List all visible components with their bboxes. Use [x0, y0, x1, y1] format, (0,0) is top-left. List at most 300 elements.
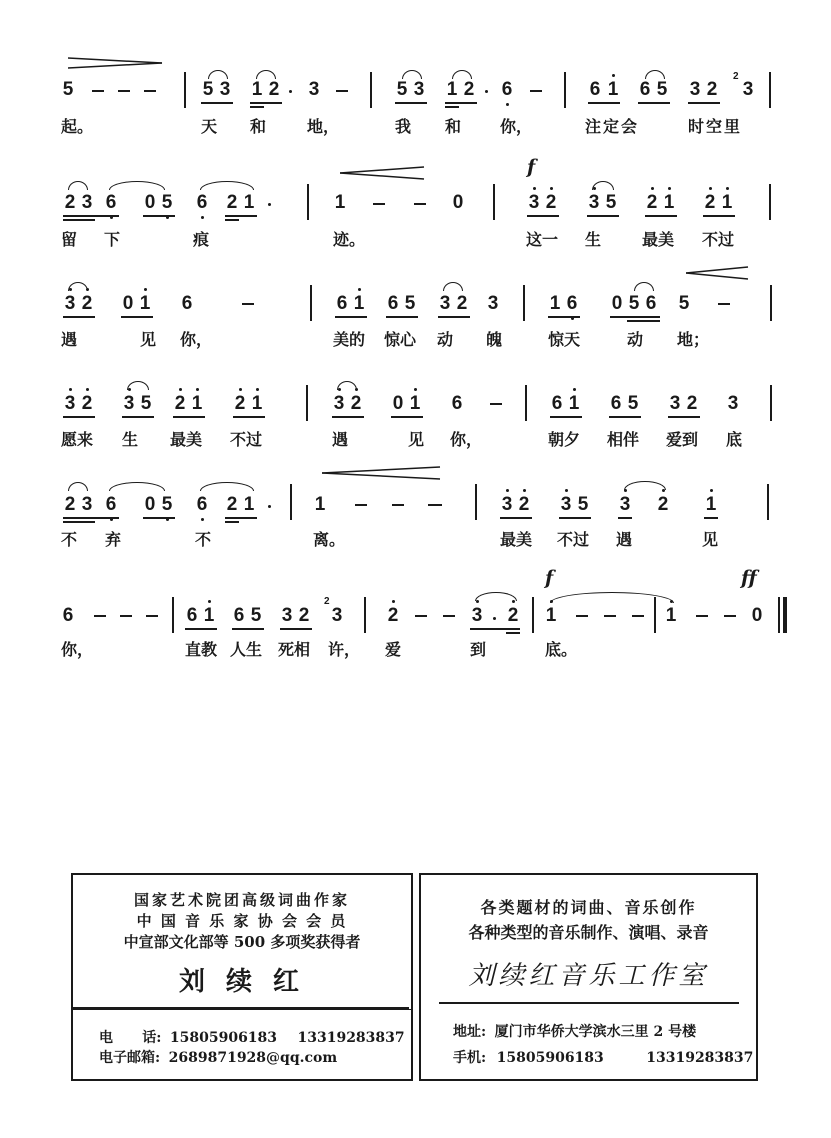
- note-low-octave: 6: [196, 494, 208, 515]
- studio-name: 刘续红音乐工作室: [468, 961, 709, 991]
- note: 5: [250, 605, 262, 626]
- note-high-octave: 1: [705, 494, 717, 515]
- note-high-octave: 2: [518, 494, 530, 515]
- lyric: 惊天: [548, 330, 581, 349]
- phone-2: 13319283837: [297, 1030, 405, 1046]
- note-low-octave: 6: [105, 494, 117, 515]
- underline: [280, 628, 312, 630]
- note: 1: [251, 79, 263, 100]
- note-low-octave: 6: [196, 192, 208, 213]
- barline: [364, 597, 366, 633]
- note: 5: [627, 393, 639, 414]
- extension-dash: [724, 615, 736, 617]
- augmentation-dot: [289, 90, 292, 93]
- underline: [233, 416, 265, 418]
- extension-dash: [146, 615, 158, 617]
- underline: [610, 316, 660, 318]
- mobile-1: 15805906183: [496, 1050, 604, 1066]
- extension-dash: [443, 615, 455, 617]
- note: 5: [605, 192, 617, 213]
- slur: [645, 70, 665, 79]
- lyric: 到: [470, 640, 487, 659]
- note: 3: [487, 293, 499, 314]
- slur: [256, 70, 276, 79]
- note: 2: [686, 393, 698, 414]
- extension-dash: [632, 615, 644, 617]
- extension-dash: [530, 90, 542, 92]
- note: 2: [298, 605, 310, 626]
- lyric: 相伴: [607, 430, 640, 449]
- note: 0: [392, 393, 404, 414]
- barline: [523, 285, 525, 321]
- underline: [618, 517, 632, 519]
- phone-1: 15805906183: [169, 1030, 278, 1046]
- underline: [201, 102, 233, 104]
- underline: [225, 517, 257, 519]
- note-low-octave: 6: [105, 192, 117, 213]
- extension-dash: [336, 90, 348, 92]
- lyric: 死相: [278, 640, 311, 659]
- underline: [645, 215, 677, 217]
- note: 5: [577, 494, 589, 515]
- note: 3: [308, 79, 320, 100]
- note: 2: [268, 79, 280, 100]
- underline: [638, 102, 670, 104]
- extension-dash: [118, 90, 130, 92]
- extension-dash: [576, 615, 588, 617]
- lyric: 美的: [333, 330, 366, 349]
- grace-note: 2: [324, 596, 330, 607]
- final-barline-thick: [783, 597, 787, 633]
- note-low-octave: 5: [161, 192, 173, 213]
- underline: [588, 102, 620, 104]
- dynamic-forte: f: [527, 156, 536, 178]
- note-high-octave: 3: [333, 393, 345, 414]
- barline: [370, 72, 372, 108]
- note: 2: [456, 293, 468, 314]
- barline: [654, 597, 656, 633]
- extension-dash: [355, 504, 367, 506]
- note: 5: [656, 79, 668, 100]
- underline: [173, 416, 205, 418]
- note: 5: [202, 79, 214, 100]
- note: 3: [81, 494, 93, 515]
- underline: [550, 416, 582, 418]
- note: 3: [413, 79, 425, 100]
- lyric: 动: [627, 330, 644, 349]
- underline: [122, 416, 154, 418]
- underline: [609, 416, 641, 418]
- underline: [250, 106, 264, 108]
- lyric: 最美: [500, 530, 533, 549]
- note: 0: [144, 192, 156, 213]
- note-high-octave: 2: [174, 393, 186, 414]
- crescendo-hairpin: [686, 266, 750, 280]
- extension-dash: [604, 615, 616, 617]
- note: 1: [446, 79, 458, 100]
- lyric: 起。: [61, 117, 94, 136]
- lyric: 生: [585, 230, 602, 249]
- lyric: 注定会: [585, 117, 640, 136]
- address-label: 地址:: [453, 1024, 487, 1040]
- slur: [475, 592, 517, 601]
- tie: [624, 481, 666, 490]
- underline: [63, 316, 95, 318]
- note: 3: [727, 393, 739, 414]
- mobile-row: [453, 1047, 753, 1067]
- lyric: 遇: [616, 530, 633, 549]
- note-high-octave: 3: [619, 494, 631, 515]
- underline: [704, 517, 718, 519]
- note-low-octave: 6: [566, 293, 578, 314]
- note-high-octave: 2: [646, 192, 658, 213]
- underline: [438, 316, 470, 318]
- note-high-octave: 2: [81, 393, 93, 414]
- mobile-label: 手机:: [453, 1050, 487, 1066]
- extension-dash: [490, 403, 502, 405]
- decrescendo-hairpin: [68, 56, 164, 70]
- lyric: 许，: [328, 640, 361, 659]
- note-high-octave: 2: [350, 393, 362, 414]
- note-low-octave: 5: [161, 494, 173, 515]
- slur: [200, 181, 254, 190]
- lyric: 动: [437, 330, 454, 349]
- note: 0: [452, 192, 464, 213]
- note: 6: [645, 293, 657, 314]
- note-high-octave: 1: [191, 393, 203, 414]
- underline: [63, 517, 119, 519]
- lyric: 人生: [230, 640, 263, 659]
- email-row: [99, 1047, 337, 1067]
- underline: [63, 215, 119, 217]
- note: 5: [396, 79, 408, 100]
- underline: [391, 416, 423, 418]
- email-label: 电子邮箱:: [99, 1050, 161, 1066]
- dynamic-forte: f: [545, 567, 554, 589]
- extension-dash: [94, 615, 106, 617]
- barline: [306, 385, 308, 421]
- extension-dash: [414, 203, 426, 205]
- underline: [559, 517, 591, 519]
- slur: [200, 482, 254, 491]
- note-high-octave: 1: [251, 393, 263, 414]
- lyric: 留: [61, 230, 78, 249]
- lyric: 遇: [61, 330, 78, 349]
- lyric: 见: [408, 430, 425, 449]
- lyric: 爱到: [666, 430, 699, 449]
- underline: [527, 215, 559, 217]
- composer-name: 刘 续 红: [178, 967, 306, 997]
- underline: [332, 416, 364, 418]
- augmentation-dot: [268, 505, 271, 508]
- slur: [634, 282, 654, 291]
- note-high-octave: 1: [663, 192, 675, 213]
- underline: [143, 517, 175, 519]
- mobile-2: 13319283837: [646, 1050, 754, 1066]
- composer-card: [71, 873, 413, 1081]
- note-high-octave: 3: [64, 393, 76, 414]
- slur: [109, 181, 165, 190]
- lyric: 地，: [307, 117, 340, 136]
- extension-dash: [718, 303, 730, 305]
- note: 2: [226, 494, 238, 515]
- address-row: [453, 1021, 696, 1041]
- underline: [143, 215, 175, 217]
- lyric: 爱: [385, 640, 402, 659]
- underline: [627, 320, 660, 322]
- note: 6: [186, 605, 198, 626]
- lyric: 底: [726, 430, 743, 449]
- barline: [564, 72, 566, 108]
- note: 6: [639, 79, 651, 100]
- lyric: 天: [201, 117, 218, 136]
- barline: [769, 72, 771, 108]
- underline: [470, 628, 520, 630]
- underline: [688, 102, 720, 104]
- note: 2: [706, 79, 718, 100]
- note-high-octave: 2: [387, 605, 399, 626]
- barline: [307, 184, 309, 220]
- lyric: 迹。: [333, 230, 366, 249]
- barline: [475, 484, 477, 520]
- lyric: 地；: [677, 330, 710, 349]
- underline: [703, 215, 735, 217]
- lyric: 不过: [557, 530, 590, 549]
- note: 3: [331, 605, 343, 626]
- dynamic-fortissimo: ff: [741, 567, 757, 589]
- slur: [452, 70, 472, 79]
- phone-row: [99, 1027, 405, 1047]
- extension-dash: [120, 615, 132, 617]
- note-high-octave: 2: [81, 293, 93, 314]
- lyric: 和: [250, 117, 267, 136]
- underline: [668, 416, 700, 418]
- lyric: 下: [104, 230, 121, 249]
- lyric: 魄: [486, 330, 503, 349]
- lyric: 最美: [170, 430, 203, 449]
- barline: [532, 597, 534, 633]
- note-high-octave: 1: [409, 393, 421, 414]
- underline: [500, 517, 532, 519]
- note: 6: [62, 605, 74, 626]
- lyric: 弃: [105, 530, 122, 549]
- note: 5: [62, 79, 74, 100]
- note-high-octave: 1: [568, 393, 580, 414]
- note-high-octave: 3: [560, 494, 572, 515]
- note-high-octave: 1: [203, 605, 215, 626]
- studio-card: [419, 873, 758, 1081]
- grace-note: 2: [733, 71, 739, 82]
- divider: [439, 1002, 739, 1004]
- lyric: 直教: [185, 640, 218, 659]
- slur: [443, 282, 463, 291]
- note: 2: [64, 192, 76, 213]
- barline: [184, 72, 186, 108]
- note-high-octave: 1: [353, 293, 365, 314]
- crescendo-hairpin: [322, 466, 442, 480]
- extension-dash: [430, 504, 442, 506]
- slur: [402, 70, 422, 79]
- note: 6: [181, 293, 193, 314]
- note: 6: [451, 393, 463, 414]
- note-high-octave: 3: [588, 192, 600, 213]
- note-high-octave: 2: [507, 605, 519, 626]
- note-high-octave: 2: [657, 494, 669, 515]
- note-low-octave: 6: [501, 79, 513, 100]
- crescendo-hairpin: [340, 166, 426, 180]
- lyric: 不过: [230, 430, 263, 449]
- address: 厦门市华侨大学滨水三里 2 号楼: [494, 1024, 697, 1040]
- extension-dash: [144, 90, 156, 92]
- note: 0: [751, 605, 763, 626]
- underline: [445, 106, 459, 108]
- lyric: 和: [445, 117, 462, 136]
- service-line: 各类题材的词曲、音乐创作: [480, 898, 697, 917]
- note: 2: [463, 79, 475, 100]
- barline: [172, 597, 174, 633]
- lyric: 你，: [500, 117, 533, 136]
- underline: [506, 632, 520, 634]
- underline: [445, 102, 477, 104]
- barline: [770, 285, 772, 321]
- note: 1: [243, 192, 255, 213]
- note: 5: [404, 293, 416, 314]
- extension-dash: [696, 615, 708, 617]
- lyric: 生: [122, 430, 139, 449]
- note-high-octave: 1: [545, 605, 557, 626]
- underline: [225, 219, 239, 221]
- title-line: 中宣部文化部等 500 多项奖获得者: [123, 933, 361, 951]
- note: 2: [226, 192, 238, 213]
- note-high-octave: 2: [545, 192, 557, 213]
- note: 6: [589, 79, 601, 100]
- augmentation-dot: [268, 203, 271, 206]
- underline: [548, 316, 580, 318]
- underline: [587, 215, 619, 217]
- title-line: 中 国 音 乐 家 协 会 会 员: [136, 912, 348, 930]
- note: 6: [551, 393, 563, 414]
- note: 3: [669, 393, 681, 414]
- lyric: 愿来: [61, 430, 94, 449]
- divider: [73, 1009, 411, 1013]
- note-high-octave: 2: [704, 192, 716, 213]
- note: 3: [281, 605, 293, 626]
- note: 1: [243, 494, 255, 515]
- underline: [386, 316, 418, 318]
- lyric: 你，: [61, 640, 94, 659]
- note: 5: [678, 293, 690, 314]
- underline: [395, 102, 427, 104]
- extension-dash: [415, 615, 427, 617]
- note: 1: [314, 494, 326, 515]
- title-line: 国家艺术院团高级词曲作家: [133, 891, 350, 909]
- note: 3: [219, 79, 231, 100]
- note: 0: [144, 494, 156, 515]
- lyric: 不: [61, 530, 78, 549]
- underline: [335, 316, 367, 318]
- augmentation-dot: [485, 90, 488, 93]
- note: 6: [336, 293, 348, 314]
- slur: [109, 482, 165, 491]
- lyric: 不过: [702, 230, 735, 249]
- note: 5: [628, 293, 640, 314]
- phone-label: 电 话:: [99, 1030, 162, 1046]
- lyric: 离。: [313, 530, 346, 549]
- lyric: 见: [702, 530, 719, 549]
- note: 6: [610, 393, 622, 414]
- note: 0: [611, 293, 623, 314]
- barline: [290, 484, 292, 520]
- barline: [525, 385, 527, 421]
- lyric: 时空里: [688, 117, 743, 136]
- note: 6: [387, 293, 399, 314]
- note: 5: [140, 393, 152, 414]
- lyric: 惊心: [384, 330, 417, 349]
- note-high-octave: 3: [123, 393, 135, 414]
- underline: [63, 521, 95, 523]
- note-high-octave: 3: [501, 494, 513, 515]
- augmentation-dot: [493, 617, 496, 620]
- barline: [769, 184, 771, 220]
- note-high-octave: 3: [64, 293, 76, 314]
- barline: [770, 385, 772, 421]
- slur: [68, 482, 88, 491]
- slur: [208, 70, 228, 79]
- barline: [767, 484, 769, 520]
- underline: [232, 628, 264, 630]
- note: 3: [742, 79, 754, 100]
- lyric: 遇: [332, 430, 349, 449]
- extension-dash: [242, 303, 254, 305]
- underline: [250, 102, 282, 104]
- lyric: 痕: [193, 230, 210, 249]
- note: 1: [334, 192, 346, 213]
- note: 3: [689, 79, 701, 100]
- lyric: 底。: [545, 640, 578, 659]
- note-high-octave: 1: [607, 79, 619, 100]
- lyric: 你，: [450, 430, 483, 449]
- note-high-octave: 1: [665, 605, 677, 626]
- extension-dash: [373, 203, 385, 205]
- underline: [63, 416, 95, 418]
- underline: [185, 628, 217, 630]
- slur: [68, 181, 88, 190]
- note-high-octave: 1: [721, 192, 733, 213]
- note-high-octave: 1: [139, 293, 151, 314]
- lyric: 最美: [642, 230, 675, 249]
- note: 1: [549, 293, 561, 314]
- final-barline-thin: [778, 597, 780, 633]
- note: 2: [64, 494, 76, 515]
- lyric: 这一: [526, 230, 559, 249]
- lyric: 你，: [180, 330, 213, 349]
- note: 6: [233, 605, 245, 626]
- note: 3: [439, 293, 451, 314]
- extension-dash: [92, 90, 104, 92]
- lyric: 不: [195, 530, 212, 549]
- underline: [63, 219, 95, 221]
- lyric: 朝夕: [548, 430, 581, 449]
- barline: [310, 285, 312, 321]
- barline: [493, 184, 495, 220]
- extension-dash: [392, 504, 404, 506]
- lyric: 我: [395, 117, 412, 136]
- underline: [225, 521, 239, 523]
- email: 2689871928@qq.com: [168, 1050, 338, 1066]
- note-high-octave: 2: [234, 393, 246, 414]
- underline: [121, 316, 153, 318]
- note-high-octave: 3: [528, 192, 540, 213]
